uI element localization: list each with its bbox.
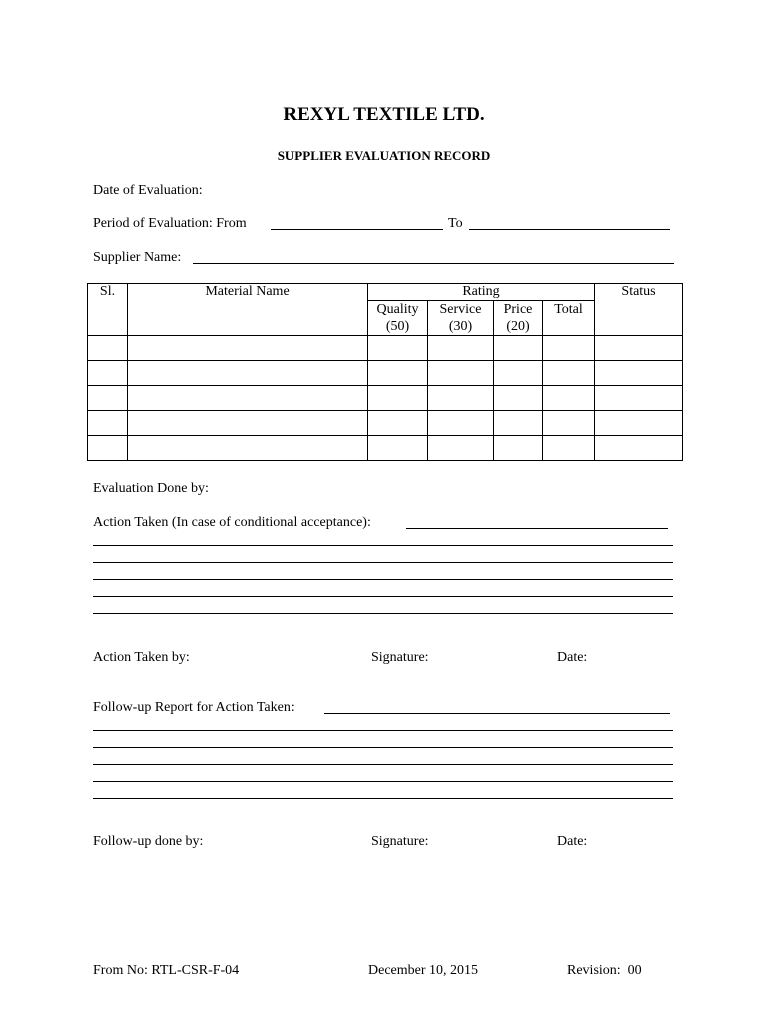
action-taken-line[interactable] bbox=[93, 545, 673, 546]
total-label: Total bbox=[554, 302, 583, 317]
table-cell[interactable] bbox=[428, 361, 494, 386]
followup-report-line[interactable] bbox=[93, 764, 673, 765]
table-cell[interactable] bbox=[543, 436, 595, 461]
date-label: Date: bbox=[557, 650, 588, 665]
action-taken-field[interactable] bbox=[406, 528, 668, 529]
period-from-label: Period of Evaluation: From bbox=[93, 216, 247, 231]
price-points: (20) bbox=[506, 319, 530, 334]
table-row bbox=[88, 411, 683, 436]
table-row bbox=[88, 361, 683, 386]
column-header-total bbox=[543, 301, 595, 336]
column-header-service bbox=[428, 301, 494, 336]
table-cell[interactable] bbox=[88, 411, 128, 436]
table-cell[interactable] bbox=[368, 336, 428, 361]
table-cell[interactable] bbox=[543, 411, 595, 436]
table-cell[interactable] bbox=[128, 436, 368, 461]
table-cell[interactable] bbox=[368, 361, 428, 386]
followup-report-line[interactable] bbox=[93, 798, 673, 799]
action-taken-line[interactable] bbox=[93, 613, 673, 614]
table-cell[interactable] bbox=[128, 361, 368, 386]
table-cell[interactable] bbox=[428, 436, 494, 461]
table-cell[interactable] bbox=[428, 386, 494, 411]
column-header-sl: Sl. bbox=[88, 284, 128, 336]
table-row bbox=[88, 386, 683, 411]
column-header-quality bbox=[368, 301, 428, 336]
quality-label: Quality bbox=[376, 302, 419, 317]
column-header-price bbox=[494, 301, 543, 336]
price-label: Price bbox=[503, 302, 533, 317]
column-header-material-name: Material Name bbox=[128, 284, 368, 336]
followup-report-line[interactable] bbox=[93, 781, 673, 782]
table-cell[interactable] bbox=[494, 436, 543, 461]
followup-report-line[interactable] bbox=[93, 730, 673, 731]
table-cell[interactable] bbox=[543, 386, 595, 411]
table-cell[interactable] bbox=[88, 336, 128, 361]
company-name: REXYL TEXTILE LTD. bbox=[283, 104, 485, 125]
table-row bbox=[88, 336, 683, 361]
followup-report-field[interactable] bbox=[324, 713, 670, 714]
action-taken-line[interactable] bbox=[93, 579, 673, 580]
date-of-evaluation-label: Date of Evaluation: bbox=[93, 183, 203, 198]
followup-report-label: Follow-up Report for Action Taken: bbox=[93, 700, 295, 715]
table-cell[interactable] bbox=[88, 386, 128, 411]
supplier-name-label: Supplier Name: bbox=[93, 250, 182, 265]
action-taken-line[interactable] bbox=[93, 596, 673, 597]
column-header-rating: Rating bbox=[368, 284, 595, 301]
table-cell[interactable] bbox=[368, 386, 428, 411]
service-label: Service bbox=[439, 302, 482, 317]
footer-revision: Revision: 00 bbox=[567, 963, 642, 978]
action-taken-label: Action Taken (In case of conditional acceptance): bbox=[93, 515, 371, 530]
table-cell[interactable] bbox=[494, 411, 543, 436]
signature-label: Signature: bbox=[371, 650, 429, 665]
table-cell[interactable] bbox=[595, 336, 683, 361]
table-cell[interactable] bbox=[368, 436, 428, 461]
followup-done-by-label: Follow-up done by: bbox=[93, 834, 204, 849]
period-from-field[interactable] bbox=[271, 229, 443, 230]
table-cell[interactable] bbox=[88, 436, 128, 461]
period-to-field[interactable] bbox=[469, 229, 670, 230]
signature-label: Signature: bbox=[371, 834, 429, 849]
table-cell[interactable] bbox=[494, 386, 543, 411]
form-title: SUPPLIER EVALUATION RECORD bbox=[277, 148, 491, 163]
footer-form-number: From No: RTL-CSR-F-04 bbox=[93, 963, 240, 978]
action-taken-by-label: Action Taken by: bbox=[93, 650, 190, 665]
period-to-label: To bbox=[448, 216, 463, 231]
table-cell[interactable] bbox=[595, 361, 683, 386]
evaluation-done-by-label: Evaluation Done by: bbox=[93, 481, 209, 496]
service-points: (30) bbox=[448, 319, 473, 334]
table-cell[interactable] bbox=[494, 336, 543, 361]
table-cell[interactable] bbox=[595, 436, 683, 461]
followup-report-line[interactable] bbox=[93, 747, 673, 748]
table-cell[interactable] bbox=[88, 361, 128, 386]
evaluation-table bbox=[87, 283, 683, 461]
column-header-status: Status bbox=[595, 284, 683, 336]
quality-points: (50) bbox=[385, 319, 410, 334]
table-cell[interactable] bbox=[595, 386, 683, 411]
table-cell[interactable] bbox=[128, 336, 368, 361]
table-cell[interactable] bbox=[543, 336, 595, 361]
table-cell[interactable] bbox=[595, 411, 683, 436]
footer-date: December 10, 2015 bbox=[368, 963, 479, 978]
table-cell[interactable] bbox=[128, 386, 368, 411]
table-row bbox=[88, 436, 683, 461]
table-cell[interactable] bbox=[543, 361, 595, 386]
table-cell[interactable] bbox=[368, 411, 428, 436]
table-cell[interactable] bbox=[128, 411, 368, 436]
table-cell[interactable] bbox=[428, 336, 494, 361]
table-cell[interactable] bbox=[428, 411, 494, 436]
table-cell[interactable] bbox=[494, 361, 543, 386]
date-label: Date: bbox=[557, 834, 588, 849]
action-taken-line[interactable] bbox=[93, 562, 673, 563]
supplier-name-field[interactable] bbox=[193, 263, 674, 264]
